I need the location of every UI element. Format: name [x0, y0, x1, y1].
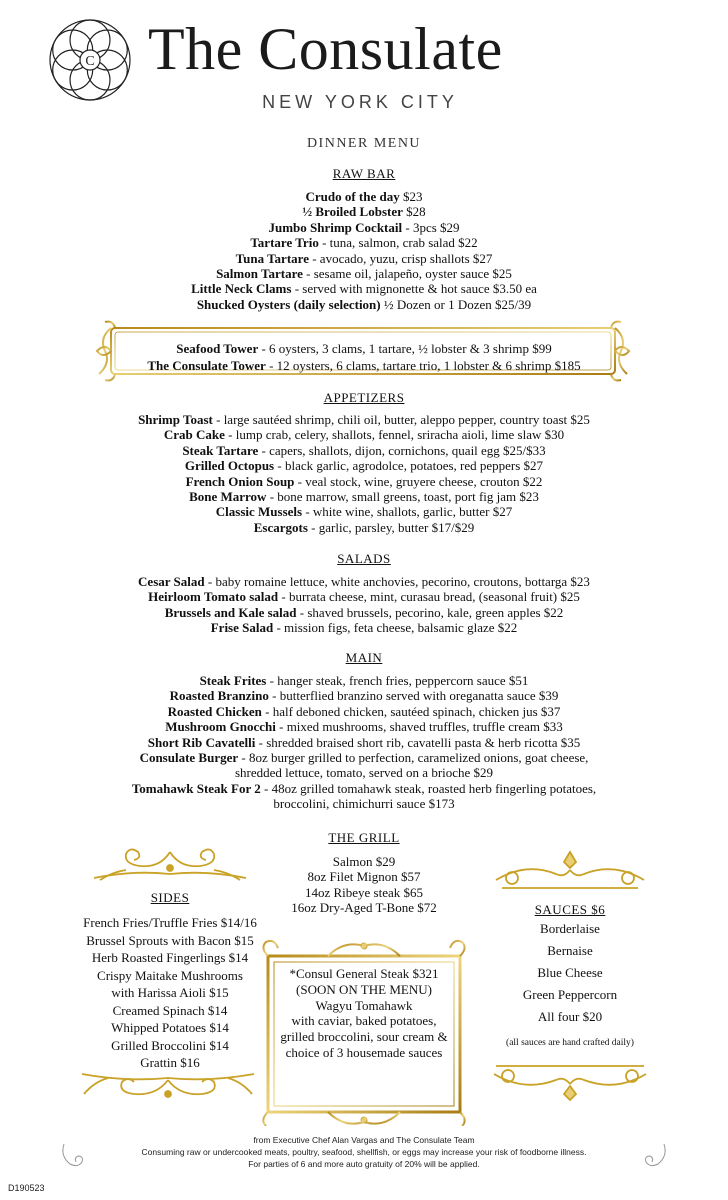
- sauces-list: [470, 918, 670, 1028]
- menu-item: [0, 620, 728, 635]
- menu-item-description: - sesame oil, jalapeño, oyster sauce $25: [302, 266, 512, 282]
- menu-item-name: Tuna Tartare: [235, 250, 309, 266]
- menu-item: [0, 443, 728, 458]
- menu-item: [0, 688, 728, 703]
- menu-item: [0, 504, 728, 519]
- menu-item-description: - shredded braised short rib, cavatelli pasta & herb ricotta $35: [255, 734, 581, 750]
- menu-line: Whipped Potatoes $14: [111, 1020, 229, 1035]
- special-line: *Consul General Steak $321: [289, 966, 439, 981]
- menu-line: Crispy Maitake Mushrooms: [97, 967, 243, 983]
- menu-item-name: Tomahawk Steak For 2: [131, 780, 261, 796]
- menu-item-description: - 3pcs $29: [402, 219, 460, 235]
- menu-item-name: Roasted Chicken: [167, 703, 262, 719]
- menu-item-description: - 48oz grilled tomahawk steak, roasted herb fingerling potatoes,: [260, 780, 597, 796]
- sauces-ornament-top: [490, 850, 650, 894]
- menu-line: Borderlaise: [540, 921, 600, 936]
- menu-item-name: Crab Cake: [163, 427, 225, 443]
- menu-line: Herb Roasted Fingerlings $14: [91, 950, 249, 965]
- sauces-ornament-bottom: [486, 1058, 654, 1102]
- menu-item-name: Brussels and Kale salad: [164, 604, 297, 620]
- section-title-salads: SALADS: [337, 551, 391, 566]
- menu-line: Grattin $16: [140, 1055, 200, 1070]
- menu-item-description: $23: [399, 189, 423, 204]
- menu-item-description: ½ Dozen or 1 Dozen $25/39: [380, 296, 532, 312]
- menu-label: DINNER MENU: [306, 136, 422, 151]
- menu-item: [0, 412, 728, 427]
- menu-item: [0, 340, 728, 357]
- menu-item: [0, 189, 728, 204]
- menu-line: 16oz Dry-Aged T-Bone $72: [291, 900, 437, 916]
- menu-item-description: - butterflied branzino served with oreganatta sauce $39: [268, 688, 559, 704]
- menu-item-description: - capers, shallots, dijon, cornichons, quail egg $25/$33: [258, 442, 546, 458]
- grill-list: [250, 854, 478, 916]
- menu-line: All four $20: [537, 1009, 603, 1024]
- menu-item-description: - tuna, salmon, crab salad $22: [318, 235, 478, 251]
- menu-item-name: Frise Salad: [210, 620, 274, 636]
- menu-item-name: Bone Marrow: [189, 489, 267, 505]
- section-title-main: MAIN: [345, 650, 383, 665]
- menu-item-description: - shaved brussels, pecorino, kale, green apples $22: [296, 604, 564, 620]
- sides-ornament-top: [90, 846, 250, 886]
- menu-item: [0, 574, 728, 589]
- menu-item-name: Escargots: [253, 519, 308, 535]
- section-title-raw-bar: RAW BAR: [332, 166, 396, 181]
- appetizers-list: [0, 412, 728, 535]
- menu-item-description: shredded lettuce, tomato, served on a brioche $29: [234, 765, 494, 781]
- footer-gratuity-note: For parties of 6 and more auto gratuity of 20% will be applied.: [248, 1159, 480, 1169]
- menu-item-description: broccolini, chimichurri sauce $173: [273, 796, 455, 812]
- tower-list: [0, 340, 728, 374]
- section-title-grill: THE GRILL: [328, 830, 400, 845]
- menu-item-description: - hanger steak, french fries, peppercorn sauce $51: [266, 673, 529, 688]
- menu-item: [0, 489, 728, 504]
- menu-item: [0, 520, 728, 535]
- menu-item-description: - avocado, yuzu, crisp shallots $27: [308, 250, 493, 266]
- menu-line: Bernaise: [547, 943, 593, 958]
- menu-item-description: - 6 oysters, 3 clams, 1 tartare, ½ lobster & 3 shrimp $99: [258, 341, 552, 356]
- menu-item-description: - lump crab, celery, shallots, fennel, sriracha aioli, lime slaw $30: [224, 427, 565, 443]
- menu-item-description: - mixed mushrooms, shaved truffles, truffle cream $33: [275, 719, 563, 735]
- menu-item-description: - garlic, parsley, butter $17/$29: [307, 519, 475, 535]
- main-list: [0, 673, 728, 812]
- menu-item: [0, 796, 728, 811]
- menu-line: with Harissa Aioli $15: [111, 985, 229, 1000]
- special-line: with caviar, baked potatoes,: [291, 1013, 437, 1029]
- section-title-sides: SIDES: [150, 890, 190, 905]
- menu-item-name: Roasted Branzino: [169, 688, 269, 704]
- menu-item-name: Steak Frites: [199, 673, 267, 688]
- menu-item-name: Classic Mussels: [215, 504, 303, 520]
- raw-bar-list: [0, 189, 728, 312]
- menu-item-description: - veal stock, wine, gruyere cheese, crouton $22: [294, 473, 543, 489]
- menu-item-name: Heirloom Tomato salad: [148, 589, 279, 605]
- menu-item-name: Consulate Burger: [139, 750, 239, 766]
- menu-item-description: - half deboned chicken, sautéed spinach, chicken jus $37: [261, 703, 561, 719]
- menu-item-name: The Consulate Tower: [147, 358, 266, 373]
- footer-health-warning: Consuming raw or undercooked meats, poultry, seafood, shellfish, or eggs may increase your risk of foodborne illness.: [141, 1147, 587, 1157]
- menu-item-name: ½ Broiled Lobster: [302, 204, 403, 220]
- menu-item: [0, 266, 728, 281]
- menu-item-name: Steak Tartare: [182, 442, 259, 458]
- menu-line: Creamed Spinach $14: [112, 1002, 228, 1018]
- menu-item-name: Jumbo Shrimp Cocktail: [268, 219, 403, 235]
- menu-line: Blue Cheese: [537, 965, 603, 980]
- menu-item: [0, 750, 728, 765]
- menu-item-description: - served with mignonette & hot sauce $3.50 ea: [291, 281, 537, 297]
- menu-item: [0, 458, 728, 473]
- menu-item-description: $28: [402, 204, 426, 220]
- menu-item-name: Short Rib Cavatelli: [147, 734, 256, 750]
- special-line: grilled broccolini, sour cream &: [280, 1029, 448, 1045]
- restaurant-name: The Consulate: [148, 16, 503, 82]
- menu-item-description: - white wine, shallots, garlic, butter $27: [302, 504, 513, 520]
- menu-item: [0, 765, 728, 780]
- menu-item-description: - large sautéed shrimp, chili oil, butter, aleppo pepper, country toast $25: [212, 412, 590, 427]
- menu-item-name: Cesar Salad: [138, 574, 205, 589]
- menu-item-description: - 12 oysters, 6 clams, tartare trio, 1 lobster & 6 shrimp $185: [265, 358, 581, 373]
- restaurant-location: NEW YORK CITY: [262, 92, 458, 112]
- menu-item-name: Crudo of the day: [305, 189, 400, 204]
- menu-item: [0, 781, 728, 796]
- svg-text:C: C: [85, 54, 95, 69]
- special-line: (SOON ON THE MENU): [296, 981, 432, 997]
- menu-line: 8oz Filet Mignon $57: [307, 869, 421, 885]
- menu-item-description: - burrata cheese, mint, curasau bread, (seasonal fruit) $25: [278, 589, 580, 605]
- menu-item: [0, 605, 728, 620]
- section-title-sauces: SAUCES $6: [534, 902, 606, 917]
- menu-item: [0, 220, 728, 235]
- menu-line: Salmon $29: [332, 854, 396, 869]
- menu-item-name: Salmon Tartare: [216, 266, 303, 282]
- menu-item-name: Mushroom Gnocchi: [165, 719, 276, 735]
- menu-item-description: - bone marrow, small greens, toast, port fig jam $23: [266, 489, 539, 505]
- menu-item-description: - black garlic, agrodolce, potatoes, red peppers $27: [274, 458, 544, 474]
- menu-item-description: - mission figs, feta cheese, balsamic glaze $22: [273, 620, 518, 636]
- special-steak-text: [262, 966, 466, 1061]
- menu-line: Grilled Broccolini $14: [111, 1037, 229, 1053]
- menu-item-description: - baby romaine lettuce, white anchovies, pecorino, croutons, bottarga $23: [204, 574, 590, 589]
- menu-item: [0, 357, 728, 374]
- document-id: D190523: [8, 1183, 45, 1193]
- consulate-logo: [48, 18, 132, 102]
- section-title-appetizers: APPETIZERS: [323, 390, 405, 405]
- sauces-note: (all sauces are hand crafted daily): [506, 1038, 634, 1048]
- menu-item: [0, 735, 728, 750]
- menu-item: [0, 281, 728, 296]
- menu-item: [0, 704, 728, 719]
- footer: [0, 1134, 728, 1170]
- menu-item: [0, 719, 728, 734]
- menu-item: [0, 235, 728, 250]
- salads-list: [0, 574, 728, 636]
- menu-item: [0, 673, 728, 688]
- special-line: Wagyu Tomahawk: [315, 997, 413, 1013]
- menu-item: [0, 474, 728, 489]
- menu-item-name: Seafood Tower: [176, 341, 259, 356]
- menu-item-name: Little Neck Clams: [191, 281, 292, 297]
- menu-item-name: Shucked Oysters (daily selection): [196, 296, 381, 312]
- menu-item: [0, 589, 728, 604]
- menu-item: [0, 251, 728, 266]
- menu-item-name: Tartare Trio: [250, 235, 319, 251]
- menu-item-name: French Onion Soup: [185, 473, 295, 489]
- menu-line: Green Peppercorn: [522, 987, 618, 1002]
- menu-item: [0, 204, 728, 219]
- menu-line: French Fries/Truffle Fries $14/16: [83, 915, 257, 930]
- menu-line: Brussel Sprouts with Bacon $15: [86, 932, 254, 948]
- menu-line: 14oz Ribeye steak $65: [304, 884, 424, 900]
- special-line: choice of 3 housemade sauces: [285, 1044, 443, 1060]
- footer-chef-credit: from Executive Chef Alan Vargas and The Consulate Team: [253, 1135, 475, 1145]
- menu-item-name: Shrimp Toast: [138, 412, 213, 427]
- menu-item: [0, 297, 728, 312]
- sides-ornament-bottom: [78, 1064, 258, 1104]
- menu-item: [0, 427, 728, 442]
- menu-item-description: - 8oz burger grilled to perfection, caramelized onions, goat cheese,: [238, 750, 589, 766]
- menu-item-name: Grilled Octopus: [184, 458, 275, 474]
